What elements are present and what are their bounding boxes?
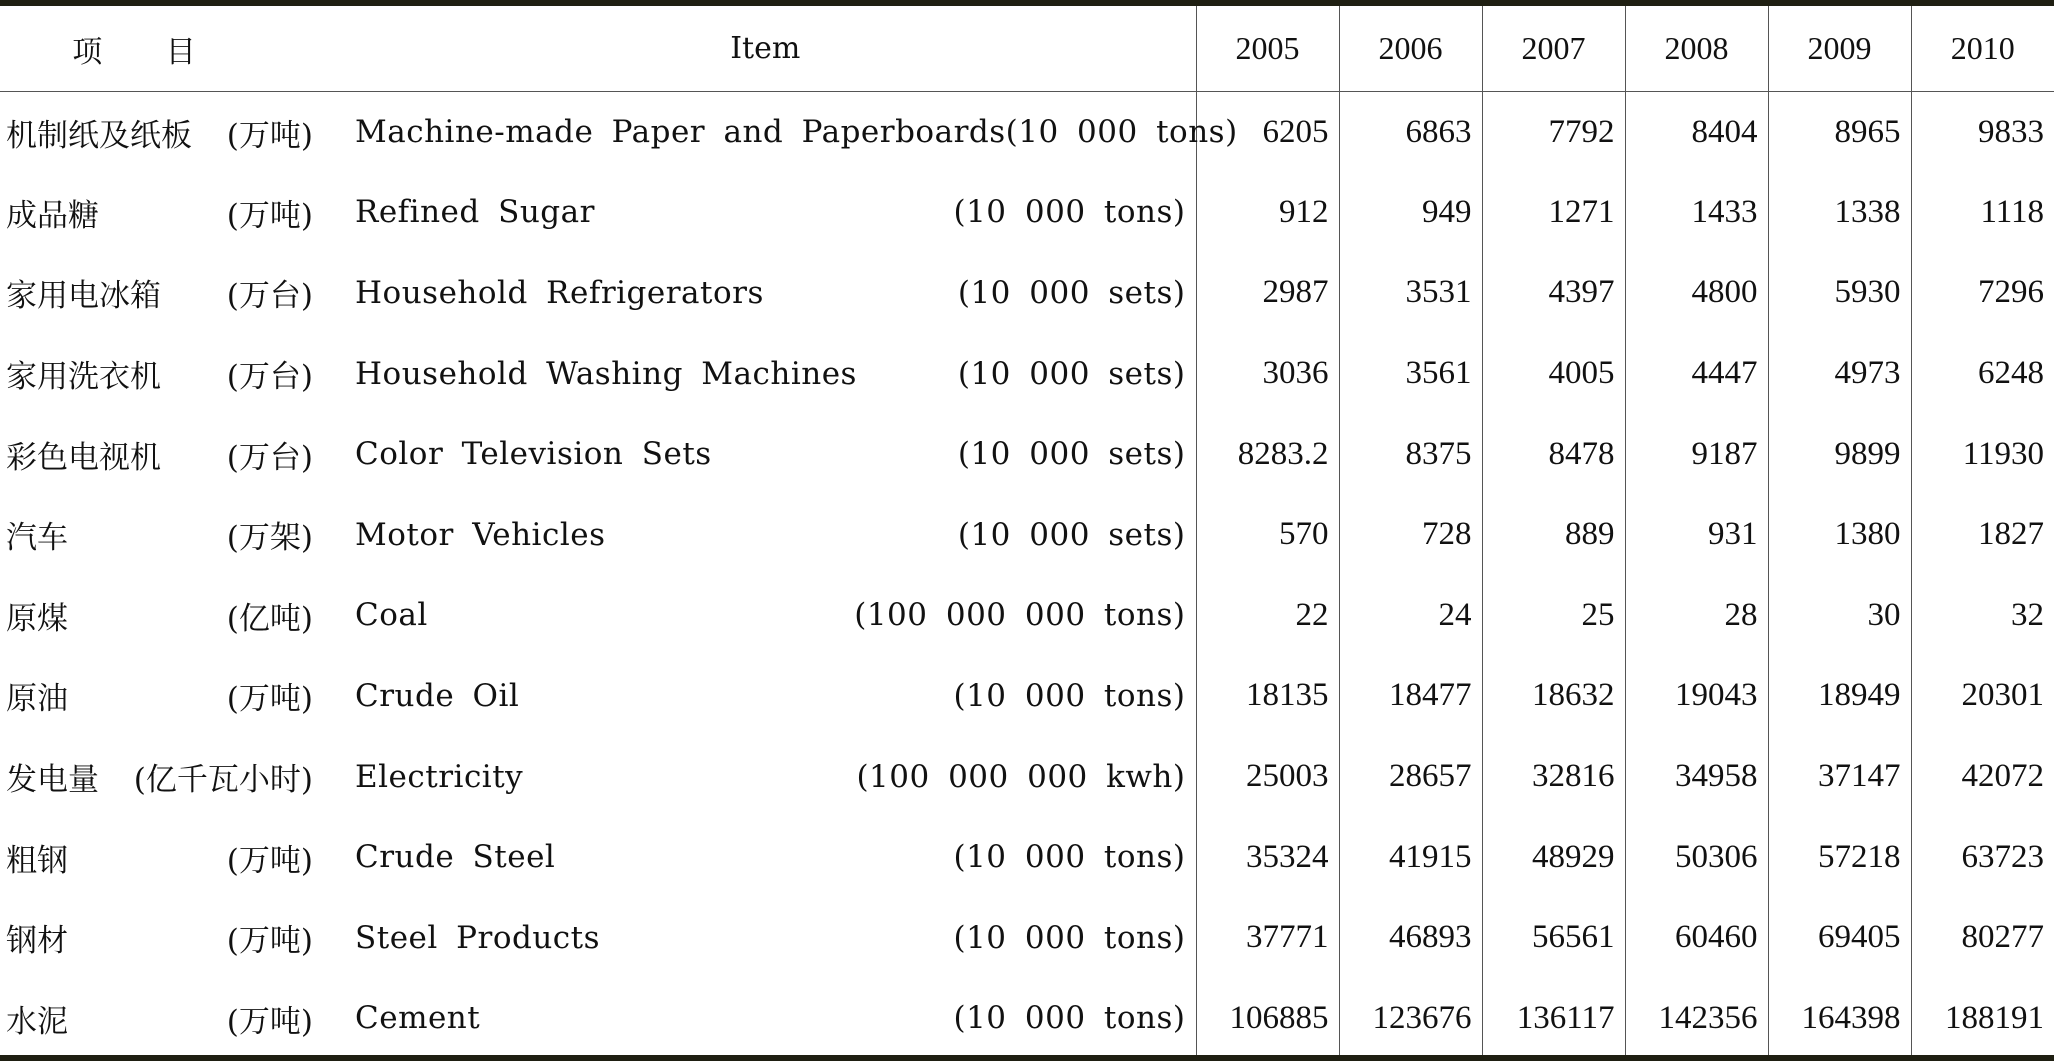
value-cell: 25 bbox=[1482, 575, 1625, 656]
item-zh-name: 发电量 bbox=[6, 762, 99, 799]
value-cell: 6205 bbox=[1196, 92, 1339, 173]
item-zh-unit: (万吨) bbox=[226, 923, 313, 960]
table-row bbox=[0, 736, 2054, 817]
item-zh-name: 成品糖 bbox=[6, 197, 99, 234]
value-cell: 8965 bbox=[1768, 92, 1911, 173]
value-cell: 1433 bbox=[1625, 172, 1768, 253]
item-en-name: Color Television Sets bbox=[355, 436, 712, 473]
value-cell: 3531 bbox=[1339, 253, 1482, 334]
item-zh-unit: (万吨) bbox=[226, 842, 313, 879]
header-row bbox=[0, 6, 2054, 92]
item-zh-cell bbox=[0, 817, 335, 898]
item-zh-unit: (万吨) bbox=[226, 1003, 313, 1040]
value-cell: 136117 bbox=[1482, 978, 1625, 1059]
item-zh-name: 水泥 bbox=[6, 1003, 68, 1040]
item-en-unit: (10 000 sets) bbox=[957, 436, 1186, 473]
value-cell: 8404 bbox=[1625, 92, 1768, 173]
item-zh-cell bbox=[0, 253, 335, 334]
item-zh-unit: (万吨) bbox=[226, 681, 313, 718]
item-en-name: Machine-made Paper and Paperboards bbox=[355, 114, 1006, 151]
item-zh-cell bbox=[0, 494, 335, 575]
value-cell: 4005 bbox=[1482, 333, 1625, 414]
value-cell: 142356 bbox=[1625, 978, 1768, 1059]
value-cell: 28 bbox=[1625, 575, 1768, 656]
item-en-cell bbox=[335, 172, 1196, 253]
item-en-unit: (10 000 tons) bbox=[953, 1000, 1186, 1037]
item-en-cell bbox=[335, 736, 1196, 817]
item-en-name: Cement bbox=[355, 1000, 481, 1037]
value-cell: 30 bbox=[1768, 575, 1911, 656]
item-zh-unit: (万台) bbox=[226, 278, 313, 315]
item-en-unit: (10 000 tons) bbox=[953, 677, 1186, 714]
value-cell: 46893 bbox=[1339, 897, 1482, 978]
item-en-unit: (10 000 sets) bbox=[957, 516, 1186, 553]
item-en-unit: (10 000 tons) bbox=[953, 919, 1186, 956]
item-en-name: Refined Sugar bbox=[355, 194, 595, 231]
value-cell: 28657 bbox=[1339, 736, 1482, 817]
value-cell: 6863 bbox=[1339, 92, 1482, 173]
value-cell: 9899 bbox=[1768, 414, 1911, 495]
item-en-unit: (10 000 tons) bbox=[1005, 114, 1238, 151]
item-zh-cell bbox=[0, 656, 335, 737]
value-cell: 48929 bbox=[1482, 817, 1625, 898]
value-cell: 2987 bbox=[1196, 253, 1339, 334]
value-cell: 50306 bbox=[1625, 817, 1768, 898]
value-cell: 931 bbox=[1625, 494, 1768, 575]
value-cell: 56561 bbox=[1482, 897, 1625, 978]
item-zh-name: 彩色电视机 bbox=[6, 439, 161, 476]
value-cell: 1380 bbox=[1768, 494, 1911, 575]
item-zh-unit: (万架) bbox=[226, 520, 313, 557]
item-en-name: Crude Oil bbox=[355, 677, 520, 714]
table-row bbox=[0, 656, 2054, 737]
value-cell: 4447 bbox=[1625, 333, 1768, 414]
value-cell: 24 bbox=[1339, 575, 1482, 656]
item-en-cell bbox=[335, 253, 1196, 334]
value-cell: 63723 bbox=[1911, 817, 2054, 898]
value-cell: 11930 bbox=[1911, 414, 2054, 495]
value-cell: 912 bbox=[1196, 172, 1339, 253]
header-year: 2006 bbox=[1339, 6, 1482, 92]
bottom-rule bbox=[0, 1055, 2054, 1061]
item-zh-cell bbox=[0, 978, 335, 1059]
value-cell: 5930 bbox=[1768, 253, 1911, 334]
item-zh-unit: (万台) bbox=[226, 439, 313, 476]
value-cell: 8478 bbox=[1482, 414, 1625, 495]
table-row bbox=[0, 333, 2054, 414]
value-cell: 18949 bbox=[1768, 656, 1911, 737]
item-en-unit: (10 000 tons) bbox=[953, 194, 1186, 231]
value-cell: 35324 bbox=[1196, 817, 1339, 898]
item-en-unit: (100 000 000 kwh) bbox=[856, 758, 1186, 795]
item-zh-name: 汽车 bbox=[6, 520, 68, 557]
value-cell: 570 bbox=[1196, 494, 1339, 575]
industrial-output-table bbox=[0, 6, 2054, 1059]
item-en-unit: (10 000 sets) bbox=[957, 355, 1186, 392]
table-row bbox=[0, 92, 2054, 173]
value-cell: 9187 bbox=[1625, 414, 1768, 495]
header-year: 2008 bbox=[1625, 6, 1768, 92]
header-item-zh: 项 目 bbox=[0, 6, 335, 92]
table-row bbox=[0, 172, 2054, 253]
item-zh-name: 家用洗衣机 bbox=[6, 359, 161, 396]
item-zh-name: 机制纸及纸板 bbox=[6, 117, 192, 154]
value-cell: 69405 bbox=[1768, 897, 1911, 978]
item-en-name: Electricity bbox=[355, 758, 524, 795]
value-cell: 22 bbox=[1196, 575, 1339, 656]
value-cell: 18135 bbox=[1196, 656, 1339, 737]
value-cell: 1338 bbox=[1768, 172, 1911, 253]
value-cell: 19043 bbox=[1625, 656, 1768, 737]
item-en-cell bbox=[335, 817, 1196, 898]
value-cell: 18477 bbox=[1339, 656, 1482, 737]
item-zh-name: 钢材 bbox=[6, 923, 68, 960]
item-zh-cell bbox=[0, 736, 335, 817]
value-cell: 728 bbox=[1339, 494, 1482, 575]
header-year: 2007 bbox=[1482, 6, 1625, 92]
value-cell: 57218 bbox=[1768, 817, 1911, 898]
value-cell: 32816 bbox=[1482, 736, 1625, 817]
value-cell: 4973 bbox=[1768, 333, 1911, 414]
value-cell: 106885 bbox=[1196, 978, 1339, 1059]
item-zh-unit: (亿千瓦小时) bbox=[133, 762, 313, 799]
value-cell: 6248 bbox=[1911, 333, 2054, 414]
item-zh-unit: (万吨) bbox=[226, 197, 313, 234]
value-cell: 34958 bbox=[1625, 736, 1768, 817]
value-cell: 1271 bbox=[1482, 172, 1625, 253]
value-cell: 41915 bbox=[1339, 817, 1482, 898]
header-year: 2005 bbox=[1196, 6, 1339, 92]
value-cell: 4800 bbox=[1625, 253, 1768, 334]
item-zh-name: 原油 bbox=[6, 681, 68, 718]
value-cell: 889 bbox=[1482, 494, 1625, 575]
value-cell: 949 bbox=[1339, 172, 1482, 253]
value-cell: 60460 bbox=[1625, 897, 1768, 978]
item-en-unit: (10 000 sets) bbox=[957, 274, 1186, 311]
table-body bbox=[0, 92, 2054, 1059]
value-cell: 18632 bbox=[1482, 656, 1625, 737]
item-zh-unit: (万吨) bbox=[226, 117, 313, 154]
item-zh-unit: (万台) bbox=[226, 359, 313, 396]
value-cell: 32 bbox=[1911, 575, 2054, 656]
value-cell: 188191 bbox=[1911, 978, 2054, 1059]
item-en-name: Coal bbox=[355, 597, 428, 634]
item-en-name: Steel Products bbox=[355, 919, 601, 956]
item-en-unit: (10 000 tons) bbox=[953, 839, 1186, 876]
table-row bbox=[0, 414, 2054, 495]
value-cell: 3036 bbox=[1196, 333, 1339, 414]
header-year: 2010 bbox=[1911, 6, 2054, 92]
item-en-cell bbox=[335, 978, 1196, 1059]
item-en-cell bbox=[335, 494, 1196, 575]
value-cell: 164398 bbox=[1768, 978, 1911, 1059]
item-zh-cell bbox=[0, 172, 335, 253]
value-cell: 8375 bbox=[1339, 414, 1482, 495]
item-en-cell bbox=[335, 897, 1196, 978]
value-cell: 123676 bbox=[1339, 978, 1482, 1059]
item-zh-unit: (亿吨) bbox=[226, 600, 313, 637]
table-row bbox=[0, 817, 2054, 898]
item-zh-cell bbox=[0, 575, 335, 656]
item-en-name: Household Refrigerators bbox=[355, 274, 764, 311]
value-cell: 7296 bbox=[1911, 253, 2054, 334]
item-en-cell bbox=[335, 656, 1196, 737]
value-cell: 3561 bbox=[1339, 333, 1482, 414]
table-row bbox=[0, 897, 2054, 978]
table-row bbox=[0, 494, 2054, 575]
table-row bbox=[0, 253, 2054, 334]
item-en-cell bbox=[335, 575, 1196, 656]
value-cell: 20301 bbox=[1911, 656, 2054, 737]
value-cell: 4397 bbox=[1482, 253, 1625, 334]
item-en-name: Crude Steel bbox=[355, 839, 556, 876]
header-year: 2009 bbox=[1768, 6, 1911, 92]
item-zh-cell bbox=[0, 92, 335, 173]
item-zh-cell bbox=[0, 333, 335, 414]
item-zh-cell bbox=[0, 897, 335, 978]
header-item-en: Item bbox=[335, 6, 1196, 92]
item-zh-name: 粗钢 bbox=[6, 842, 68, 879]
item-zh-name: 原煤 bbox=[6, 600, 68, 637]
item-en-cell bbox=[335, 333, 1196, 414]
item-zh-name: 家用电冰箱 bbox=[6, 278, 161, 315]
item-zh-cell bbox=[0, 414, 335, 495]
value-cell: 8283.2 bbox=[1196, 414, 1339, 495]
item-en-cell bbox=[335, 92, 1238, 173]
value-cell: 25003 bbox=[1196, 736, 1339, 817]
table-row bbox=[0, 978, 2054, 1059]
value-cell: 42072 bbox=[1911, 736, 2054, 817]
value-cell: 80277 bbox=[1911, 897, 2054, 978]
value-cell: 7792 bbox=[1482, 92, 1625, 173]
value-cell: 1118 bbox=[1911, 172, 2054, 253]
item-en-name: Household Washing Machines bbox=[355, 355, 857, 392]
item-en-cell bbox=[335, 414, 1196, 495]
value-cell: 1827 bbox=[1911, 494, 2054, 575]
value-cell: 9833 bbox=[1911, 92, 2054, 173]
value-cell: 37147 bbox=[1768, 736, 1911, 817]
item-en-unit: (100 000 000 tons) bbox=[854, 597, 1186, 634]
table-row bbox=[0, 575, 2054, 656]
value-cell: 37771 bbox=[1196, 897, 1339, 978]
item-en-name: Motor Vehicles bbox=[355, 516, 606, 553]
